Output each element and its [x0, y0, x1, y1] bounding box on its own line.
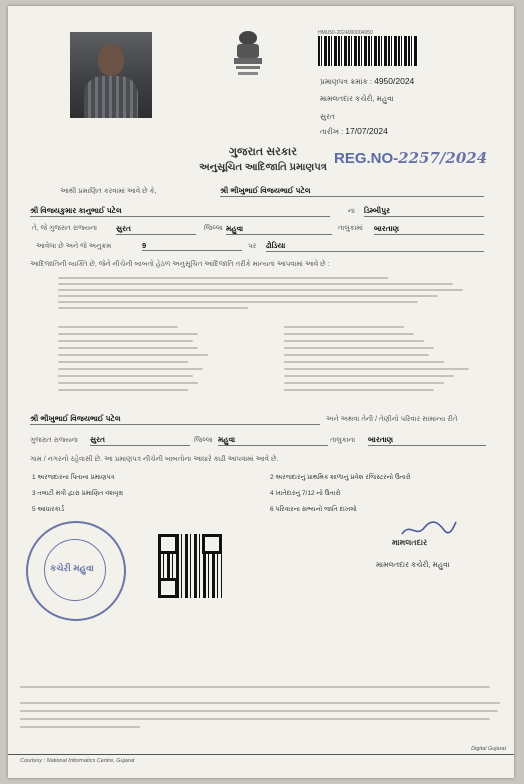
document-3: 3 તલાટી મંત્રી દ્વારા પ્રમાણિત વંશવૃક્ષ: [32, 490, 124, 497]
document-4: 4 ખાતેદારનું 7/12 નો ઉતારો: [270, 490, 341, 497]
family-text: અને અથવા તેની / તેણીનો પરિવાર સામાન્ય રીતે: [326, 416, 458, 423]
father-name: શ્રી વિજયકુમાર કાનુભાઈ પટેલ: [30, 206, 330, 217]
certificate-title: અનુસૂચિત આદિજાતિ પ્રમાણપત્ર: [199, 162, 327, 173]
registration-number: [334, 149, 487, 167]
village-field: બારતાણ: [374, 224, 484, 235]
residence-state-text: ગુજરાત રાજ્યના: [30, 437, 78, 444]
national-emblem-icon: [228, 28, 268, 80]
qr-code[interactable]: [158, 534, 222, 598]
applicant-photo: [70, 32, 152, 118]
district-name: સુરત: [320, 112, 335, 121]
document-1: 1 અરજદારના પિતાના પ્રમાણપત્ર: [32, 474, 115, 481]
serial-number: 9: [142, 241, 242, 251]
office-stamp: [26, 521, 126, 621]
taluka-field: મહુવા: [226, 224, 332, 235]
issue-date-label: તારીખ :: [320, 127, 344, 136]
tribe-label: પર: [248, 243, 257, 250]
orders-list-right: [284, 322, 484, 391]
issue-date-row: [320, 126, 388, 137]
residence-district-label: જિલ્લા: [194, 437, 213, 444]
residence-village: બારતાણ: [368, 435, 486, 446]
residence-taluka: મહુવા: [218, 435, 328, 446]
basis-text: ગામ / નગરનો રહેવાસી છે. આ પ્રમાણપત્ર નીચેની બાબતોના આધારે કાઢી આપવામાં આવે છે.: [30, 456, 279, 463]
village-label: ના: [348, 208, 355, 215]
holder-name: શ્રી ભીખુભાઈ વિજયભાઈ પટેલ: [220, 186, 484, 197]
recognition-text: આદિજાતિની વ્યક્તિ છે, જેને નીચેની બાબતો હેઠળ અનુસૂચિત આદિજાતિ તરીકે માન્યતા આપવામાં આવે છે :: [30, 261, 330, 268]
tribe-name: ઢોડિયા: [266, 241, 484, 252]
registration-value: 2257/2024: [398, 149, 488, 167]
office-name: મામલતદાર કચેરી, મહુવા: [320, 94, 394, 103]
stamp-text: કચેરી મહુવા: [50, 563, 94, 573]
barcode: [318, 36, 418, 66]
digital-gujarat-label: Digital Gujarat: [471, 746, 506, 752]
certify-text: આથી પ્રમાણિત કરવામાં આવે છે કે,: [60, 188, 157, 195]
certificate-number-row: [320, 76, 414, 87]
footer-notes: [20, 686, 502, 728]
district-field: સુરત: [116, 224, 196, 235]
signature-icon: [398, 518, 458, 540]
orders-list-left: [58, 322, 228, 391]
issue-date: 17/07/2024: [345, 126, 388, 136]
legal-clauses-block: [58, 274, 468, 309]
serial-text: આવેલા છે અને જે અનુક્રમ: [36, 243, 112, 250]
holder-name-repeat: શ્રી ભીખુભાઈ વિજયભાઈ પટેલ: [30, 414, 320, 425]
government-title: ગુજરાત સરકાર: [229, 146, 297, 158]
residence-district: સુરત: [90, 435, 190, 446]
certificate-number: 4950/2024: [374, 76, 415, 86]
state-text: તે, જે ગુજરાત રાજ્યના: [32, 225, 98, 232]
certificate-page: [8, 6, 514, 778]
residence-taluka-label: તાલુકાના: [330, 437, 356, 444]
barcode-number: HMU50-2024000004950: [318, 30, 373, 36]
footer-divider: [8, 754, 514, 755]
signatory-office: મામલતદાર કચેરી, મહુવા: [376, 560, 450, 569]
certificate-number-label: પ્રમાણપત્ર ક્રમાંક :: [320, 77, 372, 86]
taluka-label: તાલુકામાં: [338, 225, 363, 232]
registration-label: REG.NO-: [334, 150, 399, 167]
village-name: ડિમ્બીપુર: [364, 206, 484, 217]
district-label: જિલ્લા: [204, 225, 223, 232]
document-6: 6 પરિવારના સભ્યનો જાતિ દાખલો: [270, 506, 357, 513]
document-5: 5 આધારકાર્ડ: [32, 506, 65, 513]
document-2: 2 અરજદારનું પ્રાથમિક શાળાનું પ્રવેશ રજિસ્ટરનો ઉતારો: [270, 474, 411, 481]
courtesy-text: Courtesy : National Informatics Centre, Gujarat: [20, 758, 135, 764]
signatory-title: મામલતદાર: [392, 538, 428, 547]
